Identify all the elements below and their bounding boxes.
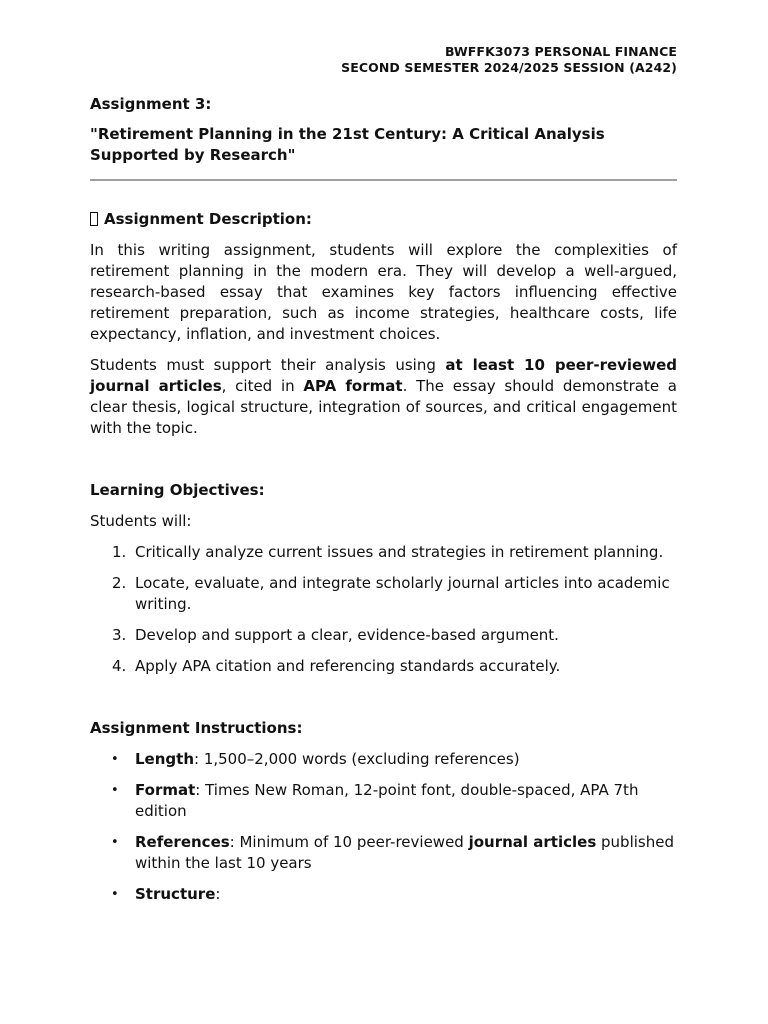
description-heading-text: Assignment Description: [104,210,312,228]
instruction-label: Length [135,750,194,768]
bullet-icon: • [111,887,119,902]
bullet-icon: • [111,835,119,850]
instructions-list [90,749,677,905]
bullet-icon: • [111,783,119,798]
list-item [90,780,677,822]
objectives-list [90,542,677,677]
list-item [90,656,677,677]
instruction-text-2: published within the last 10 years [135,833,674,872]
instruction-bold: journal articles [468,833,597,851]
list-item-text: Critically analyze current issues and strategies in retirement planning. [135,543,664,561]
instruction-text: : [215,885,221,903]
para2-bold-requirement: at least 10 peer-reviewed journal articles [90,356,678,395]
assignment-title: "Retirement Planning in the 21st Century: A Critical Analysis Supported by Research" [90,125,605,164]
list-item [90,832,677,874]
document-page [90,44,677,905]
missing-glyph-icon [90,212,98,226]
objectives-lead: Students will: [90,512,192,530]
list-item-number: 1. [112,543,127,561]
instructions-heading: Assignment Instructions: [90,719,303,737]
instruction-label: Structure [135,885,216,903]
objectives-heading: Learning Objectives: [90,481,265,499]
list-item [90,749,677,770]
list-item-text: Develop and support a clear, evidence-based argument. [135,626,559,644]
instruction-text: : 1,500–2,000 words (excluding references) [194,750,520,768]
instruction-text: : Times New Roman, 12-point font, double-spaced, APA 7th edition [135,781,639,820]
list-item-number: 2. [112,574,127,592]
para2-text-3: . The essay should demonstrate a clear thesis, logical structure, integration of sources, and critical engagement with the topic. [90,377,677,437]
course-code-title: BWFFK3073 PERSONAL FINANCE [444,44,677,59]
description-paragraph-1: In this writing assignment, students will explore the complexities of retirement planning in the modern era. They will develop a well-argued, research-based essay that examines key factors influencing effective retirement preparation, such as income strategies, healthcare costs, life expectancy, inflation, and investment choices. [90,241,677,343]
semester-session: SECOND SEMESTER 2024/2025 SESSION (A242) [341,60,677,75]
instruction-label: References [135,833,230,851]
bullet-icon: • [111,752,119,767]
list-item [90,884,677,905]
para2-text-2: , cited in [221,377,304,395]
description-heading [90,209,677,230]
list-item-number: 3. [112,626,127,644]
list-item [90,573,677,615]
assignment-label: Assignment 3: [90,95,212,113]
list-item-text: Apply APA citation and referencing standards accurately. [135,657,561,675]
list-item [90,542,677,563]
instruction-text: : Minimum of 10 peer-reviewed [229,833,469,851]
list-item [90,625,677,646]
list-item-number: 4. [112,657,127,675]
instruction-label: Format [135,781,196,799]
list-item-text: Locate, evaluate, and integrate scholarly journal articles into academic writing. [135,574,670,613]
para2-text-1: Students must support their analysis using [90,356,446,374]
document-header [90,44,677,76]
description-paragraph-2 [90,355,677,439]
para2-bold-apa: APA format [303,377,403,395]
horizontal-divider [90,179,677,181]
